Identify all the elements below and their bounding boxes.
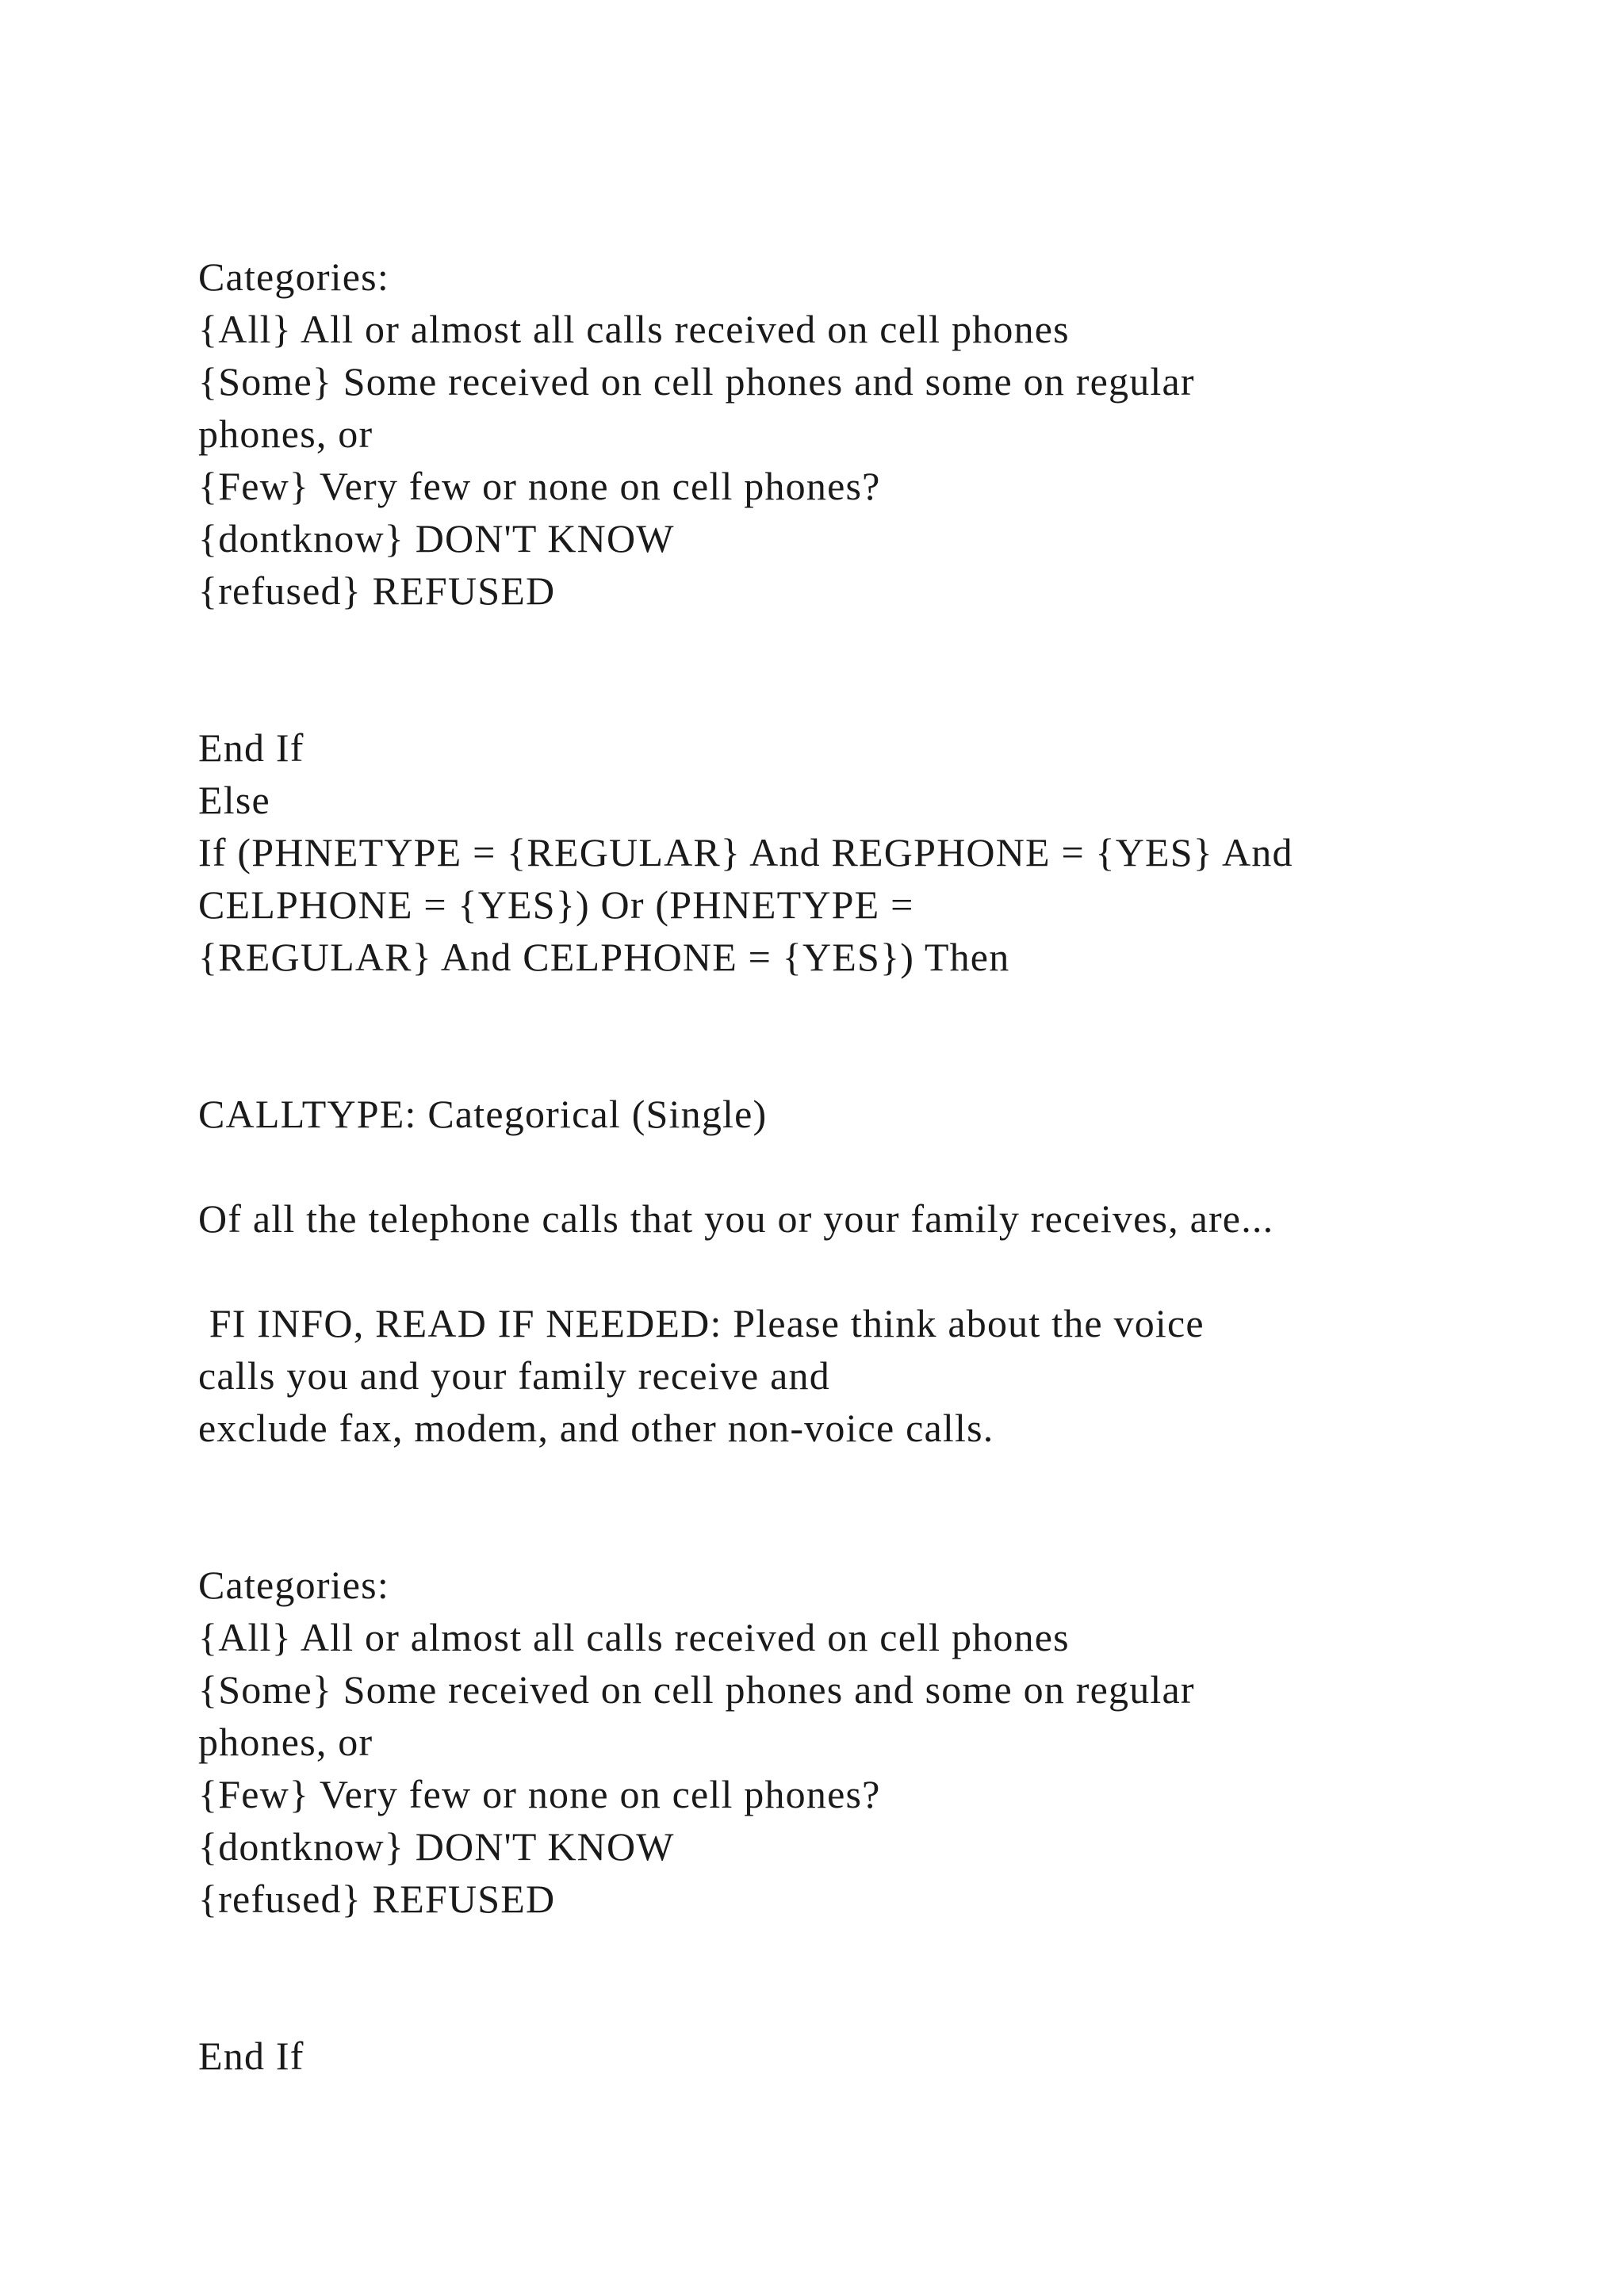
if-condition-line-2: CELPHONE = {YES}) Or (PHNETYPE =: [198, 882, 914, 927]
else-statement: Else: [198, 778, 270, 822]
category-some: {Some} Some received on cell phones and some on regular: [198, 359, 1195, 404]
if-condition-line-1: If (PHNETYPE = {REGULAR} And REGPHONE = {YES} And: [198, 830, 1293, 874]
category-few: {Few} Very few or none on cell phones?: [198, 1772, 881, 1816]
categories-heading: Categories:: [198, 1563, 389, 1607]
category-some-continued: phones, or: [198, 1720, 373, 1764]
category-few: {Few} Very few or none on cell phones?: [198, 464, 881, 508]
fi-info-line-1: FI INFO, READ IF NEEDED: Please think about the voice: [198, 1301, 1205, 1345]
category-dontknow: {dontknow} DON'T KNOW: [198, 516, 675, 561]
fi-info-line-3: exclude fax, modem, and other non-voice calls.: [198, 1406, 994, 1450]
category-dontknow: {dontknow} DON'T KNOW: [198, 1824, 675, 1869]
fi-info-line-2: calls you and your family receive and: [198, 1353, 830, 1398]
category-some: {Some} Some received on cell phones and some on regular: [198, 1667, 1195, 1712]
categories-heading: Categories:: [198, 254, 389, 299]
question-text: Of all the telephone calls that you or your family receives, are...: [198, 1196, 1274, 1241]
category-some-continued: phones, or: [198, 411, 373, 456]
end-if-statement: End If: [198, 2034, 304, 2078]
category-refused: {refused} REFUSED: [198, 568, 556, 613]
end-if-statement: End If: [198, 725, 304, 770]
category-all: {All} All or almost all calls received on cell phones: [198, 307, 1070, 351]
category-all: {All} All or almost all calls received on cell phones: [198, 1615, 1070, 1659]
if-condition-line-3: {REGULAR} And CELPHONE = {YES}) Then: [198, 935, 1010, 979]
question-label: CALLTYPE: Categorical (Single): [198, 1092, 768, 1136]
category-refused: {refused} REFUSED: [198, 1877, 556, 1921]
